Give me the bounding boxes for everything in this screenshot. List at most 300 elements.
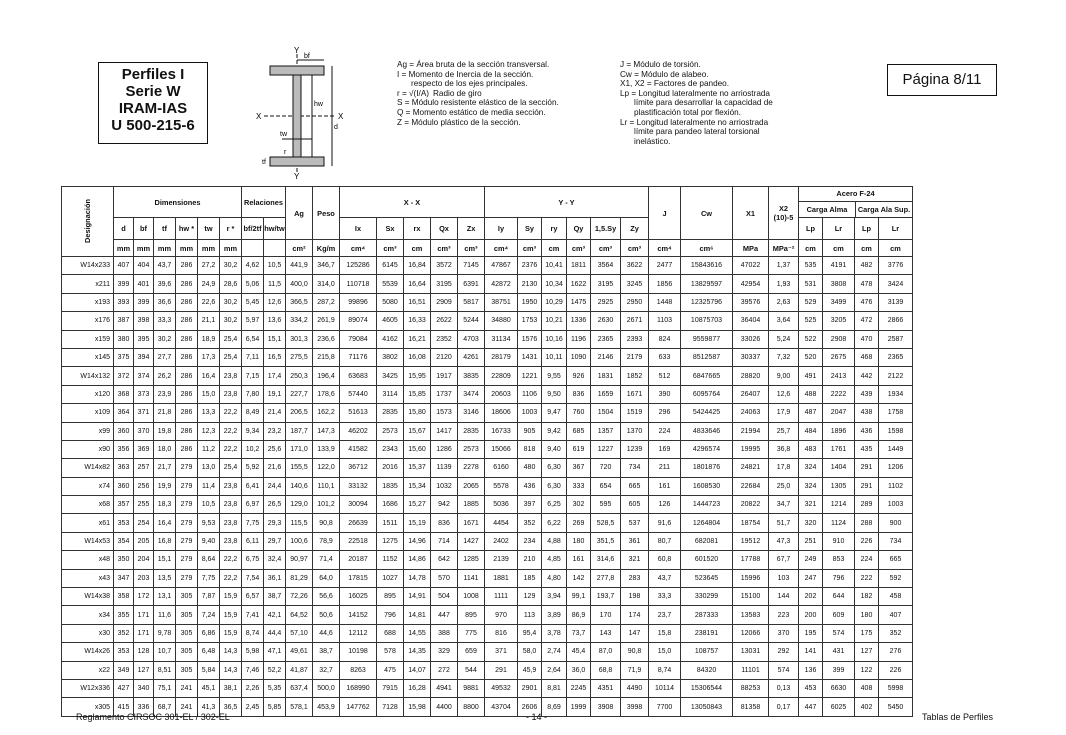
table-cell: 210 bbox=[518, 551, 542, 569]
table-cell: 223 bbox=[769, 606, 799, 624]
table-cell: 15,9 bbox=[220, 606, 242, 624]
table-cell: 182 bbox=[855, 588, 879, 606]
table-cell: 75,1 bbox=[154, 679, 176, 697]
table-cell: 4605 bbox=[377, 312, 404, 330]
title-line-1: Perfiles I bbox=[121, 66, 185, 83]
table-cell: 12325796 bbox=[681, 293, 733, 311]
table-cell: 126 bbox=[649, 496, 681, 514]
table-cell: 90,8 bbox=[621, 643, 649, 661]
unit-header-cell: cm² bbox=[286, 240, 313, 257]
table-cell: 399 bbox=[823, 661, 855, 679]
table-cell: 11,6 bbox=[154, 606, 176, 624]
radius-formula: r = √(I/A) bbox=[397, 88, 430, 98]
table-cell: 15,37 bbox=[404, 459, 431, 477]
table-cell: 482 bbox=[855, 257, 879, 275]
table-cell: 30337 bbox=[733, 348, 769, 366]
table-row bbox=[62, 514, 913, 532]
table-cell: 17,8 bbox=[769, 459, 799, 477]
unit-header-cell: mm bbox=[198, 240, 220, 257]
table-cell: 394 bbox=[134, 348, 154, 366]
table-row bbox=[62, 569, 913, 587]
table-cell: 13,5 bbox=[154, 569, 176, 587]
table-cell: 14,55 bbox=[404, 624, 431, 642]
table-cell: 12,3 bbox=[198, 422, 220, 440]
table-cell: 1671 bbox=[621, 385, 649, 403]
table-cell: 9559877 bbox=[681, 330, 733, 348]
table-cell: 71176 bbox=[340, 348, 377, 366]
table-cell: 468 bbox=[855, 348, 879, 366]
table-cell: 537 bbox=[621, 514, 649, 532]
table-cell: 1221 bbox=[518, 367, 542, 385]
table-cell: 256 bbox=[134, 477, 154, 495]
table-cell: 6,86 bbox=[198, 624, 220, 642]
table-cell: 305 bbox=[176, 588, 198, 606]
table-cell: 63683 bbox=[340, 367, 377, 385]
table-cell: 609 bbox=[823, 606, 855, 624]
unit-header-cell: cm³ bbox=[621, 240, 649, 257]
table-cell: 2925 bbox=[591, 293, 621, 311]
table-row bbox=[62, 532, 913, 550]
table-cell: 390 bbox=[649, 385, 681, 403]
legend-lr-cont2: inelástico. bbox=[634, 136, 671, 146]
table-cell: 1196 bbox=[567, 330, 591, 348]
table-cell: 7,87 bbox=[198, 588, 220, 606]
table-cell: 4400 bbox=[431, 698, 458, 716]
table-cell: 436 bbox=[855, 422, 879, 440]
table-cell: 2606 bbox=[518, 698, 542, 716]
table-cell: 147 bbox=[621, 624, 649, 642]
table-cell: 2671 bbox=[621, 312, 649, 330]
table-cell: 13,0 bbox=[198, 459, 220, 477]
designation-cell: W14x38 bbox=[62, 588, 114, 606]
table-cell: 2866 bbox=[879, 312, 913, 330]
designation-cell: x74 bbox=[62, 477, 114, 495]
table-cell: 143 bbox=[591, 624, 621, 642]
table-cell: 17,9 bbox=[769, 404, 799, 422]
table-cell: 64,52 bbox=[286, 606, 313, 624]
table-cell: 185 bbox=[518, 569, 542, 587]
table-cell: 193,7 bbox=[591, 588, 621, 606]
table-cell: 224 bbox=[855, 551, 879, 569]
table-cell: 23,8 bbox=[220, 477, 242, 495]
table-cell: 544 bbox=[458, 661, 485, 679]
table-cell: 10875703 bbox=[681, 312, 733, 330]
table-cell: 1608530 bbox=[681, 477, 733, 495]
designation-cell: x99 bbox=[62, 422, 114, 440]
table-cell: 535 bbox=[799, 257, 823, 275]
table-cell: 6847665 bbox=[681, 367, 733, 385]
table-cell: 23,2 bbox=[264, 422, 286, 440]
table-cell: 87,0 bbox=[591, 643, 621, 661]
table-cell: 16,28 bbox=[404, 679, 431, 697]
table-cell: 279 bbox=[176, 514, 198, 532]
table-cell: 25,4 bbox=[220, 348, 242, 366]
table-cell: 4833646 bbox=[681, 422, 733, 440]
table-cell: 796 bbox=[823, 569, 855, 587]
unit-header-cell: mm bbox=[154, 240, 176, 257]
table-cell: 2065 bbox=[458, 477, 485, 495]
table-cell: 25,6 bbox=[264, 440, 286, 458]
table-cell: 39,6 bbox=[154, 275, 176, 293]
table-cell: 18,9 bbox=[198, 330, 220, 348]
table-cell: 15,0 bbox=[649, 643, 681, 661]
table-cell: 43704 bbox=[485, 698, 518, 716]
table-cell: 1336 bbox=[567, 312, 591, 330]
table-cell: 17,3 bbox=[198, 348, 220, 366]
table-cell: 10,7 bbox=[154, 643, 176, 661]
table-cell: 816 bbox=[485, 624, 518, 642]
designation-cell: x30 bbox=[62, 624, 114, 642]
table-cell: 5080 bbox=[377, 293, 404, 311]
table-cell: 592 bbox=[879, 569, 913, 587]
sub-header-cell: tf bbox=[154, 218, 176, 240]
table-cell: 4,85 bbox=[542, 551, 567, 569]
diagram-d-label: d bbox=[334, 124, 338, 131]
table-cell: 605 bbox=[621, 496, 649, 514]
table-cell: 7,75 bbox=[242, 514, 264, 532]
table-cell: 0,17 bbox=[769, 698, 799, 716]
table-cell: 33,3 bbox=[154, 312, 176, 330]
table-cell: 238191 bbox=[681, 624, 733, 642]
table-cell: 88253 bbox=[733, 679, 769, 697]
table-cell: 371 bbox=[134, 404, 154, 422]
table-cell: 3474 bbox=[458, 385, 485, 403]
table-cell: 287333 bbox=[681, 606, 733, 624]
table-cell: 10114 bbox=[649, 679, 681, 697]
legend-r-text: Radio de giro bbox=[433, 88, 482, 98]
table-cell: 67,7 bbox=[769, 551, 799, 569]
table-cell: 476 bbox=[855, 293, 879, 311]
table-cell: 6,22 bbox=[542, 514, 567, 532]
header-carga-ala: Carga Ala Sup. bbox=[857, 205, 911, 214]
table-cell: 5450 bbox=[879, 698, 913, 716]
table-cell: 291 bbox=[485, 661, 518, 679]
table-cell: 26639 bbox=[340, 514, 377, 532]
header-yy: Y - Y bbox=[485, 187, 649, 218]
table-cell: 12,6 bbox=[264, 293, 286, 311]
table-cell: 578,1 bbox=[286, 698, 313, 716]
table-cell: 3776 bbox=[879, 257, 913, 275]
table-cell: 7700 bbox=[649, 698, 681, 716]
table-cell: 7915 bbox=[377, 679, 404, 697]
unit-header-cell: cm bbox=[404, 240, 431, 257]
table-cell: 1811 bbox=[567, 257, 591, 275]
table-cell: 251 bbox=[799, 532, 823, 550]
table-cell: 15066 bbox=[485, 440, 518, 458]
table-cell: 9881 bbox=[458, 679, 485, 697]
designation-cell: x61 bbox=[62, 514, 114, 532]
table-cell: 3245 bbox=[621, 275, 649, 293]
table-cell: 16,8 bbox=[154, 532, 176, 550]
table-cell: 458 bbox=[879, 588, 913, 606]
table-cell: 204 bbox=[134, 551, 154, 569]
table-cell: 970 bbox=[485, 606, 518, 624]
table-cell: 1003 bbox=[879, 496, 913, 514]
table-cell: 25,0 bbox=[769, 477, 799, 495]
table-cell: 33,3 bbox=[649, 588, 681, 606]
unit-header-cell: MPa⁻² bbox=[769, 240, 799, 257]
table-cell: 3564 bbox=[591, 257, 621, 275]
unit-header-cell: cm³ bbox=[591, 240, 621, 257]
table-cell: 2130 bbox=[518, 275, 542, 293]
table-cell: 2630 bbox=[591, 312, 621, 330]
footer-left: Reglamento CIRSOC 301-EL / 302-EL bbox=[76, 712, 230, 722]
designation-cell: x193 bbox=[62, 293, 114, 311]
designation-cell: x34 bbox=[62, 606, 114, 624]
table-cell: 50,6 bbox=[313, 606, 340, 624]
table-cell: 321 bbox=[621, 551, 649, 569]
table-cell: 6,48 bbox=[198, 643, 220, 661]
header-xx: X - X bbox=[340, 187, 485, 218]
table-cell: 255 bbox=[134, 496, 154, 514]
table-cell: 286 bbox=[176, 404, 198, 422]
table-cell: 17788 bbox=[733, 551, 769, 569]
table-cell: 45,1 bbox=[198, 679, 220, 697]
table-cell: 286 bbox=[176, 348, 198, 366]
table-cell: 5244 bbox=[458, 312, 485, 330]
table-row bbox=[62, 367, 913, 385]
table-cell: 3908 bbox=[591, 698, 621, 716]
table-cell: 286 bbox=[176, 257, 198, 275]
table-cell: 1275 bbox=[377, 532, 404, 550]
table-cell: 14,3 bbox=[220, 643, 242, 661]
table-cell: 15306544 bbox=[681, 679, 733, 697]
table-cell: 942 bbox=[431, 496, 458, 514]
table-cell: 334,2 bbox=[286, 312, 313, 330]
table-cell: 43,7 bbox=[154, 257, 176, 275]
legend-lp: Lp = Longitud lateralmente no arriostrada bbox=[620, 88, 770, 98]
unit-header-cell: cm⁴ bbox=[340, 240, 377, 257]
table-cell: 28,6 bbox=[220, 275, 242, 293]
table-cell: 1214 bbox=[823, 496, 855, 514]
table-cell: 9,50 bbox=[542, 385, 567, 403]
table-cell: 20603 bbox=[485, 385, 518, 403]
table-cell: 531 bbox=[799, 275, 823, 293]
table-cell: 2573 bbox=[458, 440, 485, 458]
table-cell: 2222 bbox=[823, 385, 855, 403]
table-cell: 7,46 bbox=[242, 661, 264, 679]
table-cell: 7,41 bbox=[242, 606, 264, 624]
table-row bbox=[62, 385, 913, 403]
legend-q: Q = Momento estático de media sección. bbox=[397, 107, 546, 117]
table-cell: 1753 bbox=[518, 312, 542, 330]
table-cell: 38,7 bbox=[313, 643, 340, 661]
table-cell: 5817 bbox=[458, 293, 485, 311]
table-cell: 16,84 bbox=[404, 257, 431, 275]
table-cell: 9,00 bbox=[769, 367, 799, 385]
legend-r bbox=[397, 89, 597, 99]
table-cell: 321 bbox=[799, 496, 823, 514]
table-cell: 286 bbox=[176, 440, 198, 458]
table-cell: 44,6 bbox=[313, 624, 340, 642]
table-cell: 51,7 bbox=[769, 514, 799, 532]
table-cell: 16,21 bbox=[404, 330, 431, 348]
table-cell: 25,4 bbox=[220, 330, 242, 348]
table-cell: 4,80 bbox=[542, 569, 567, 587]
table-cell: 108757 bbox=[681, 643, 733, 661]
sub-header-cell: Qx bbox=[431, 218, 458, 240]
table-cell: 3998 bbox=[621, 698, 649, 716]
table-cell: 71,9 bbox=[621, 661, 649, 679]
table-cell: 122,0 bbox=[313, 459, 340, 477]
table-cell: 5998 bbox=[879, 679, 913, 697]
table-cell: 27,7 bbox=[154, 348, 176, 366]
table-cell: 895 bbox=[377, 588, 404, 606]
table-cell: 2146 bbox=[591, 348, 621, 366]
table-cell: 447 bbox=[799, 698, 823, 716]
table-cell: 14,96 bbox=[404, 532, 431, 550]
table-cell: 8,51 bbox=[154, 661, 176, 679]
table-cell: 129,0 bbox=[286, 496, 313, 514]
table-cell: 30,2 bbox=[220, 257, 242, 275]
table-cell: 3572 bbox=[431, 257, 458, 275]
table-cell: 438 bbox=[855, 404, 879, 422]
table-cell: 136 bbox=[799, 661, 823, 679]
profiles-table bbox=[61, 186, 913, 717]
table-cell: 1999 bbox=[567, 698, 591, 716]
table-cell: 453,9 bbox=[313, 698, 340, 716]
table-cell: 407 bbox=[114, 257, 134, 275]
table-cell: 49532 bbox=[485, 679, 518, 697]
table-cell: 1504 bbox=[591, 404, 621, 422]
table-cell: 122 bbox=[855, 661, 879, 679]
sub-header-cell: bf/2tf bbox=[242, 218, 264, 240]
table-cell: 3,64 bbox=[769, 312, 799, 330]
table-cell: 352 bbox=[518, 514, 542, 532]
header-designacion: Designación bbox=[62, 187, 114, 257]
table-cell: 227,7 bbox=[286, 385, 313, 403]
table-cell: 442 bbox=[855, 367, 879, 385]
table-cell: 205 bbox=[134, 532, 154, 550]
table-cell: 127 bbox=[855, 643, 879, 661]
table-cell: 4703 bbox=[458, 330, 485, 348]
table-cell: 353 bbox=[114, 514, 134, 532]
table-cell: 366,5 bbox=[286, 293, 313, 311]
unit-header-cell bbox=[264, 240, 286, 257]
table-cell: 3835 bbox=[458, 367, 485, 385]
table-cell: 3425 bbox=[377, 367, 404, 385]
table-cell: 60,8 bbox=[649, 551, 681, 569]
sub-header-cell: r * bbox=[220, 218, 242, 240]
unit-header-cell bbox=[242, 240, 264, 257]
table-cell: 305 bbox=[176, 661, 198, 679]
table-cell: 1448 bbox=[649, 293, 681, 311]
table-cell: 1431 bbox=[518, 348, 542, 366]
table-cell: 333 bbox=[567, 477, 591, 495]
table-cell: 402 bbox=[855, 698, 879, 716]
table-cell: 175 bbox=[855, 624, 879, 642]
table-cell: 5,24 bbox=[769, 330, 799, 348]
table-cell: 16,64 bbox=[404, 275, 431, 293]
table-row bbox=[62, 404, 913, 422]
table-cell: 41,3 bbox=[198, 698, 220, 716]
table-cell: 8,64 bbox=[198, 551, 220, 569]
table-cell: 68,8 bbox=[591, 661, 621, 679]
table-cell: 14,07 bbox=[404, 661, 431, 679]
table-cell: 453 bbox=[799, 679, 823, 697]
sub-header-cell: tw bbox=[198, 218, 220, 240]
table-cell: 25,4 bbox=[220, 459, 242, 477]
table-cell: 133,9 bbox=[313, 440, 340, 458]
table-cell: 305 bbox=[176, 643, 198, 661]
sub-header-cell: d bbox=[114, 218, 134, 240]
unit-header-cell: MPa bbox=[733, 240, 769, 257]
table-cell: 291 bbox=[855, 477, 879, 495]
table-cell: 17,4 bbox=[264, 367, 286, 385]
table-cell: 665 bbox=[621, 477, 649, 495]
table-cell: 2122 bbox=[879, 367, 913, 385]
table-cell: 18754 bbox=[733, 514, 769, 532]
table-cell: 57,10 bbox=[286, 624, 313, 642]
table-cell: 520 bbox=[799, 348, 823, 366]
table-cell: 15100 bbox=[733, 588, 769, 606]
table-cell: 1511 bbox=[377, 514, 404, 532]
table-cell: 73,7 bbox=[567, 624, 591, 642]
table-cell: 155,5 bbox=[286, 459, 313, 477]
table-row bbox=[62, 257, 913, 275]
table-cell: 27,2 bbox=[198, 257, 220, 275]
table-cell: 9,34 bbox=[242, 422, 264, 440]
table-cell: 14,91 bbox=[404, 588, 431, 606]
table-cell: 24821 bbox=[733, 459, 769, 477]
table-cell: 11101 bbox=[733, 661, 769, 679]
table-cell: 5424425 bbox=[681, 404, 733, 422]
table-cell: 30,2 bbox=[154, 330, 176, 348]
table-cell: 261,9 bbox=[313, 312, 340, 330]
table-cell: 6,57 bbox=[242, 588, 264, 606]
table-cell: 180 bbox=[567, 532, 591, 550]
table-cell: 16,51 bbox=[404, 293, 431, 311]
table-cell: 665 bbox=[879, 551, 913, 569]
table-cell: 16,33 bbox=[404, 312, 431, 330]
table-cell: 30,2 bbox=[220, 293, 242, 311]
table-cell: 13050843 bbox=[681, 698, 733, 716]
designation-cell: x43 bbox=[62, 569, 114, 587]
table-cell: 685 bbox=[567, 422, 591, 440]
table-cell: 836 bbox=[431, 514, 458, 532]
table-cell: 43,7 bbox=[649, 569, 681, 587]
designation-cell: x211 bbox=[62, 275, 114, 293]
footer-center: - 14 - bbox=[526, 712, 548, 722]
table-row bbox=[62, 477, 913, 495]
table-cell: 5,35 bbox=[264, 679, 286, 697]
table-cell: 1227 bbox=[591, 440, 621, 458]
table-cell: 5036 bbox=[485, 496, 518, 514]
table-cell: 279 bbox=[176, 532, 198, 550]
table-cell: 352 bbox=[879, 624, 913, 642]
table-cell: 162,2 bbox=[313, 404, 340, 422]
table-cell: 5,06 bbox=[242, 275, 264, 293]
table-row bbox=[62, 348, 913, 366]
table-cell: 734 bbox=[879, 532, 913, 550]
table-cell: 296 bbox=[649, 404, 681, 422]
header-ag: Ag bbox=[286, 187, 313, 240]
table-cell: 15,9 bbox=[220, 624, 242, 642]
table-cell: 7145 bbox=[458, 257, 485, 275]
table-cell: 370 bbox=[769, 624, 799, 642]
legend-lr-cont1: límite para pandeo lateral torsional bbox=[634, 127, 760, 137]
table-cell: 1285 bbox=[458, 551, 485, 569]
table-cell: 2573 bbox=[377, 422, 404, 440]
table-cell: 796 bbox=[377, 606, 404, 624]
table-cell: 141 bbox=[799, 643, 823, 661]
table-cell: 374 bbox=[134, 367, 154, 385]
table-cell: 13,3 bbox=[198, 404, 220, 422]
table-cell: 1758 bbox=[879, 404, 913, 422]
table-cell: 16,08 bbox=[404, 348, 431, 366]
table-cell: 720 bbox=[591, 459, 621, 477]
table-cell: 3139 bbox=[879, 293, 913, 311]
